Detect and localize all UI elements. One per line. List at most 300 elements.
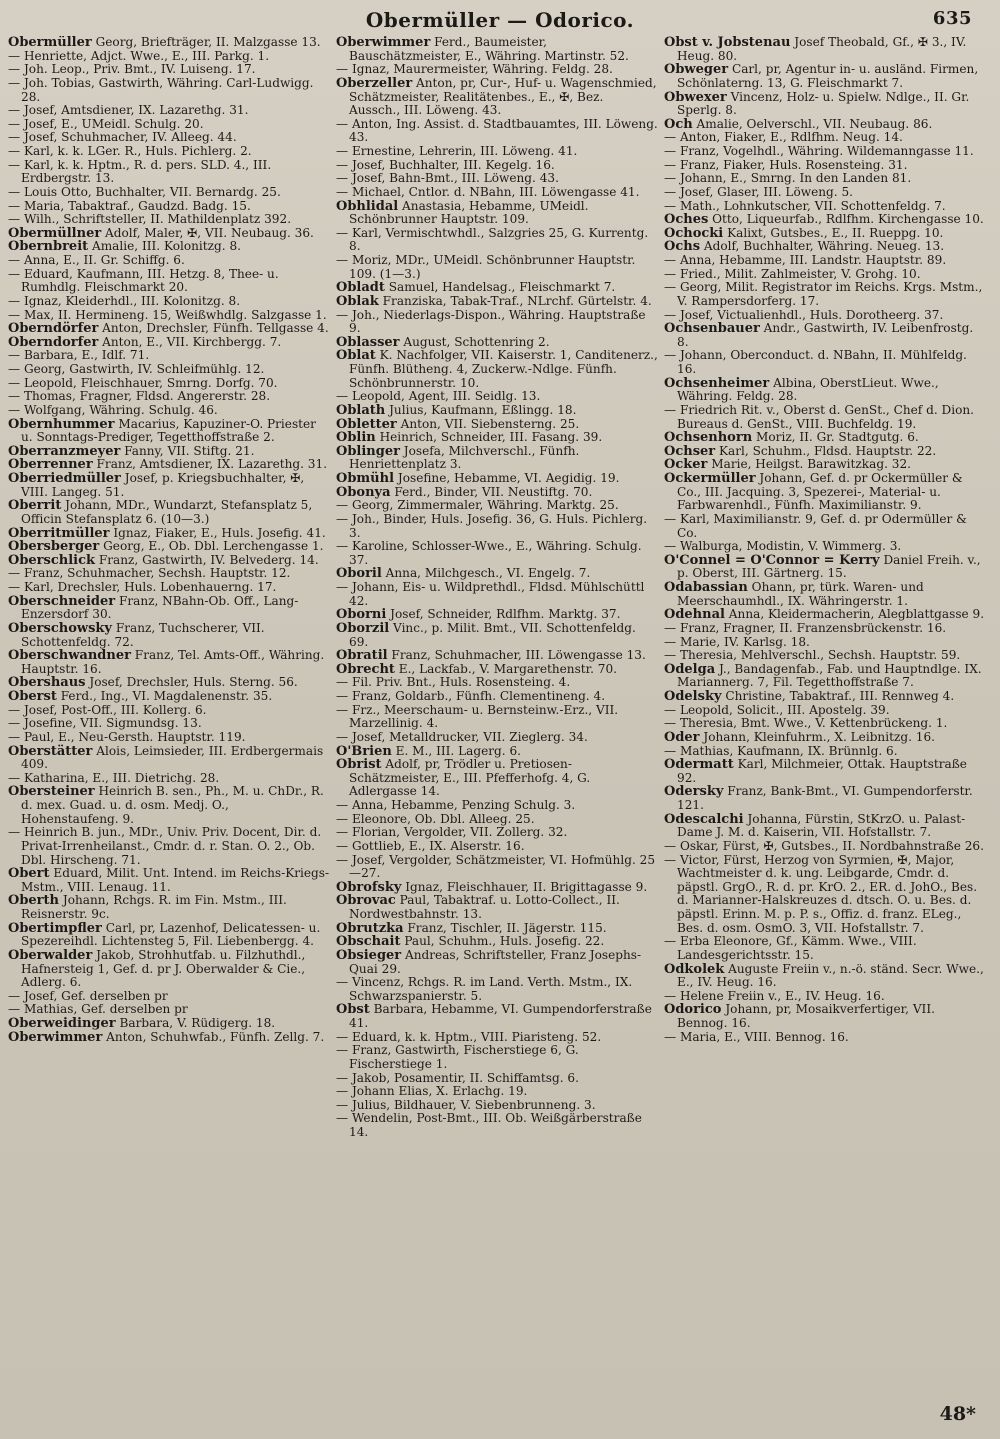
entry-details: — Joh. Tobias, Gastwirth, Währing. Carl-Ludwigg. 28. xyxy=(8,75,314,104)
directory-entry xyxy=(8,390,330,404)
entry-surname: Oberth xyxy=(8,893,59,909)
entry-surname: Obweger xyxy=(664,62,729,78)
directory-entry xyxy=(664,963,986,990)
directory-entry xyxy=(664,404,986,431)
entry-details: — Wolfgang, Währing. Schulg. 46. xyxy=(8,402,218,417)
directory-entry xyxy=(664,172,986,186)
directory-entry xyxy=(8,826,330,867)
entry-details: — Mathias, Gef. derselben pr xyxy=(8,1002,188,1017)
entry-surname: Obrecht xyxy=(336,661,395,677)
directory-entry xyxy=(8,1017,330,1031)
entry-details: — Eduard, k. k. Hptm., VIII. Piaristeng. 52. xyxy=(336,1029,602,1044)
directory-entry xyxy=(8,472,330,499)
directory-entry xyxy=(664,213,986,227)
directory-entry xyxy=(664,186,986,200)
entry-details: Vinc., p. Milit. Bmt., VII. Schottenfeldg. 69. xyxy=(349,620,636,649)
entry-details: — Joh., Binder, Huls. Josefig. 36, G. Huls. Pichlerg. 3. xyxy=(336,511,648,540)
entry-surname: Oborzil xyxy=(336,620,390,636)
entry-details: Georg, Briefträger, II. Malzgasse 13. xyxy=(91,36,321,49)
directory-entry xyxy=(8,118,330,132)
column-1 xyxy=(8,36,330,1388)
directory-entry xyxy=(336,813,658,827)
directory-entry xyxy=(336,1044,658,1071)
entry-surname: Och xyxy=(664,116,693,132)
entry-details: — Maria, Tabaktraf., Gaudzd. Badg. 15. xyxy=(8,198,251,213)
entry-surname: Oberriedmüller xyxy=(8,471,121,486)
entry-details: — Vincenz, Rchgs. R. im Land. Verth. Mstm., IX. Schwarzspanierstr. 5. xyxy=(336,975,633,1003)
directory-entry xyxy=(336,172,658,186)
entry-details: Anton, Drechsler, Fünfh. Tellgasse 4. xyxy=(98,321,329,336)
entry-details: — Karl, Drechsler, Huls. Lobenhauerng. 17. xyxy=(8,580,277,594)
entry-details: — Joh., Niederlags-Dispon., Währing. Hauptstraße 9. xyxy=(336,307,646,336)
entry-details: Daniel Freih. v., p. Oberst, III. Gärtnerg. 15. xyxy=(677,552,981,581)
entry-details: Otto, Liqueurfab., Rdlfhm. Kirchengasse 10. xyxy=(708,212,984,227)
directory-entry xyxy=(664,990,986,1004)
directory-entry xyxy=(8,404,330,418)
directory-entry xyxy=(8,595,330,622)
directory-entry xyxy=(336,499,658,513)
entry-surname: Oblinger xyxy=(336,443,400,459)
entry-details: — Karl, Maximilianstr. 9, Gef. d. pr Odermüller & Co. xyxy=(664,511,967,540)
entry-details: — Franz, Goldarb., Fünfh. Clementineng. 4. xyxy=(336,689,606,703)
directory-entry xyxy=(336,295,658,309)
entry-details: — Eduard, Kaufmann, III. Hetzg. 8, Thee- u. Rumhdlg. Fleischmarkt 20. xyxy=(8,266,279,295)
directory-entry xyxy=(664,608,986,622)
directory-entry xyxy=(336,704,658,731)
entry-surname: Obletter xyxy=(336,416,397,432)
entry-details: — Ignaz, Kleiderhdl., III. Kolonitzg. 8. xyxy=(8,293,241,308)
entry-details: Josef, Schneider, Rdlfhm. Marktg. 37. xyxy=(386,607,621,622)
directory-entry xyxy=(336,145,658,159)
entry-surname: Obladt xyxy=(336,280,385,296)
directory-entry xyxy=(336,404,658,418)
entry-details: Anna, Kleidermacherin, Alegblattgasse 9. xyxy=(724,607,985,622)
directory-entry xyxy=(336,1072,658,1086)
directory-entry xyxy=(336,1085,658,1099)
entry-details: Ignaz, Fleischhauer, II. Brigittagasse 9. xyxy=(401,879,648,894)
entry-details: Josefine, Hebamme, VI. Aegidig. 19. xyxy=(394,471,620,485)
entry-details: Ferd., Ing., VI. Magdalenenstr. 35. xyxy=(56,689,273,703)
directory-entry xyxy=(664,758,986,785)
entry-surname: Oberrenner xyxy=(8,457,93,473)
entry-surname: Obsieger xyxy=(336,947,402,963)
entry-details: — Paul, E., Neu-Gersth. Hauptstr. 119. xyxy=(8,729,246,744)
entry-details: — Friedrich Rit. v., Oberst d. GenSt., Chef d. Dion. Bureaus d. GenSt., VIII. Buchfeldg. 19. xyxy=(664,402,975,431)
entry-details: — Anna, E., II. Gr. Schiffg. 6. xyxy=(8,253,185,267)
entry-surname: Oblin xyxy=(336,430,376,446)
entry-surname: Oberranzmeyer xyxy=(8,443,121,459)
entry-surname: Oberst xyxy=(8,689,57,704)
entry-details: — Franz, Gastwirth, Fischerstiege 6, G. Fischerstiege 1. xyxy=(336,1043,579,1071)
directory-entry xyxy=(8,213,330,227)
entry-details: Franz, Bank-Bmt., VI. Gumpendorferstr. 121. xyxy=(677,784,973,812)
directory-entry xyxy=(664,513,986,540)
entry-surname: Oberritmüller xyxy=(8,525,110,541)
directory-entry xyxy=(8,622,330,649)
entry-details: Franz, Gastwirth, IV. Belvederg. 14. xyxy=(95,552,319,567)
entry-details: — Johann Elias, X. Erlachg. 19. xyxy=(336,1084,528,1099)
directory-entry xyxy=(664,349,986,376)
directory-entry xyxy=(664,227,986,241)
directory-entry xyxy=(664,581,986,608)
directory-entry xyxy=(664,554,986,581)
entry-surname: Oblath xyxy=(336,402,386,418)
entry-surname: Oberrit xyxy=(8,498,62,514)
directory-entry xyxy=(336,431,658,445)
directory-entry xyxy=(8,567,330,581)
entry-surname: Odelga xyxy=(664,661,716,677)
directory-entry xyxy=(8,200,330,214)
entry-details: Marie, Heilgst. Barawitzkag. 32. xyxy=(707,457,911,472)
directory-entry xyxy=(664,254,986,268)
directory-entry xyxy=(664,854,986,936)
entry-details: — Johann, Eis- u. Wildprethdl., Fldsd. Mühlschüttl 42. xyxy=(336,580,645,608)
entry-details: — Max, II. Hermineng. 15, Weißwhdlg. Salzgasse 1. xyxy=(8,307,327,322)
directory-entry xyxy=(8,77,330,104)
directory-entry xyxy=(8,186,330,200)
directory-entry xyxy=(8,50,330,64)
entry-details: Anton, pr, Cur-, Huf- u. Wagenschmied, Schätzmeister, Realitätenbes., E., ✠, Bez. Aussch., III. Löweng. 43. xyxy=(349,75,657,118)
entry-details: — Moriz, MDr., UMeidl. Schönbrunner Hauptstr. 109. (1—3.) xyxy=(336,253,636,281)
entry-details: E. M., III. Lagerg. 6. xyxy=(391,743,521,758)
directory-entry xyxy=(8,922,330,949)
directory-entry xyxy=(8,36,330,50)
directory-entry xyxy=(336,799,658,813)
entry-surname: Odkolek xyxy=(664,961,725,977)
entry-details: Josef, Drechsler, Huls. Sterng. 56. xyxy=(85,675,298,690)
directory-entry xyxy=(336,540,658,567)
entry-details: — Leopold, Solicit., III. Apostelg. 39. xyxy=(664,702,890,717)
entry-details: — Michael, Cntlor. d. NBahn, III. Löwengasse 41. xyxy=(336,184,640,199)
directory-entry xyxy=(8,1003,330,1017)
directory-entry xyxy=(336,36,658,63)
directory-entry xyxy=(336,935,658,949)
entry-details: — Josef, Vergolder, Schätzmeister, VI. Hofmühlg. 25—27. xyxy=(336,852,656,881)
directory-entry xyxy=(8,717,330,731)
directory-entry xyxy=(336,227,658,254)
directory-entry xyxy=(8,309,330,323)
entry-details: — Karl, k. k. LGer. R., Huls. Pichlerg. 2. xyxy=(8,144,252,158)
directory-entry xyxy=(8,540,330,554)
entry-surname: Oblak xyxy=(336,293,379,309)
entry-details: — Theresia, Bmt. Wwe., V. Kettenbrückeng. 1. xyxy=(664,716,948,731)
entry-details: Franziska, Tabak-Traf., NLrchf. Gürtelstr. 4. xyxy=(378,293,652,308)
directory-entry xyxy=(664,309,986,323)
entry-details: — Karl, k. k. Hptm., R. d. pers. SLD. 4., III. Erdbergstr. 13. xyxy=(8,157,272,186)
directory-entry xyxy=(8,336,330,350)
entry-details: — Theresia, Mehlverschl., Sechsh. Hauptstr. 59. xyxy=(664,648,961,663)
directory-entry xyxy=(336,622,658,649)
entry-details: — Josef, Buchhalter, III. Kegelg. 16. xyxy=(336,157,555,172)
directory-entry xyxy=(336,1112,658,1139)
entry-details: — Math., Lohnkutscher, VII. Schottenfeldg. 7. xyxy=(664,198,946,213)
directory-entry xyxy=(336,676,658,690)
directory-entry xyxy=(8,254,330,268)
directory-entry xyxy=(8,527,330,541)
directory-entry xyxy=(8,990,330,1004)
directory-entry xyxy=(336,472,658,486)
directory-entry xyxy=(8,295,330,309)
entry-details: — Ernestine, Lehrerin, III. Löweng. 41. xyxy=(336,144,578,158)
entry-details: — Thomas, Fragner, Fldsd. Angererstr. 28. xyxy=(8,389,271,404)
directory-entry xyxy=(336,513,658,540)
directory-entry xyxy=(336,390,658,404)
entry-details: Karl, Schuhm., Fldsd. Hauptstr. 22. xyxy=(715,443,937,458)
directory-entry xyxy=(664,1003,986,1030)
entry-details: Paul, Schuhm., Huls. Josefig. 22. xyxy=(400,934,605,949)
directory-entry xyxy=(336,826,658,840)
entry-details: Anastasia, Hebamme, UMeidl. Schönbrunner Hauptstr. 109. xyxy=(349,198,589,227)
entry-surname: Obhlidal xyxy=(336,198,399,214)
entry-details: Alois, Leimsieder, III. Erdbergermais 409. xyxy=(21,743,324,772)
directory-entry xyxy=(664,145,986,159)
entry-details: — Johann, Oberconduct. d. NBahn, II. Mühlfeldg. 16. xyxy=(664,348,967,376)
directory-entry xyxy=(664,91,986,118)
directory-entry xyxy=(664,813,986,840)
directory-entry xyxy=(664,458,986,472)
directory-entry xyxy=(664,540,986,554)
entry-details: — Franz, Vogelhdl., Währing. Wildemanngasse 11. xyxy=(664,144,974,158)
directory-entry xyxy=(664,131,986,145)
entry-details: — Anton, Fiaker, E., Rdlfhm. Neug. 14. xyxy=(664,130,903,145)
directory-entry xyxy=(8,349,330,363)
directory-entry xyxy=(664,649,986,663)
entry-details: — Josef, Glaser, III. Löweng. 5. xyxy=(664,184,854,199)
entry-details: — Josef, E., UMeidl. Schulg. 20. xyxy=(8,116,204,131)
entry-surname: O'Brien xyxy=(336,743,392,759)
directory-entry xyxy=(336,336,658,350)
directory-entry xyxy=(336,567,658,581)
directory-entry xyxy=(336,254,658,281)
entry-details: Franz, Tel. Amts-Off., Währing. Hauptstr. 16. xyxy=(21,648,325,676)
entry-details: Barbara, Hebamme, VI. Gumpendorferstraße 41. xyxy=(349,1002,652,1030)
entry-details: — Walburga, Modistin, V. Wimmerg. 3. xyxy=(664,539,902,554)
entry-details: — Josef, Victualienhdl., Huls. Dorotheerg. 37. xyxy=(664,307,944,322)
entry-details: — Frz., Meerschaum- u. Bernsteinw.-Erz., VII. Marzellinig. 4. xyxy=(336,702,619,731)
entry-details: Johanna, Fürstin, StKrzO. u. Palast-Dame J. M. d. Kaiserin, VII. Hofstallstr. 7. xyxy=(677,811,966,840)
entry-details: Andreas, Schriftsteller, Franz Josephs-Quai 29. xyxy=(349,947,642,976)
directory-entry xyxy=(8,1031,330,1045)
entry-details: — Josef, Gef. derselben pr xyxy=(8,988,168,1003)
entry-details: — Fil. Priv. Bnt., Huls. Rosensteing. 4. xyxy=(336,675,571,690)
entry-details: Albina, OberstLieut. Wwe., Währing. Feldg. 28. xyxy=(677,375,939,404)
directory-entry xyxy=(664,690,986,704)
entry-details: — Leopold, Fleischhauer, Smrng. Dorfg. 70. xyxy=(8,375,278,390)
entry-details: Franz, Tuchscherer, VII. Schottenfeldg. 72. xyxy=(21,620,265,649)
entry-details: Adolf, Buchhalter, Währing. Neueg. 13. xyxy=(700,239,945,254)
directory-entry xyxy=(336,118,658,145)
directory-entry xyxy=(336,1031,658,1045)
entry-details: — Joh. Leop., Priv. Bmt., IV. Luiseng. 17. xyxy=(8,62,256,77)
entry-details: Karl, Milchmeier, Ottak. Hauptstraße 92. xyxy=(677,757,967,785)
directory-entry xyxy=(336,840,658,854)
entry-details: — Josef, Bahn-Bmt., III. Löweng. 43. xyxy=(336,171,559,186)
entry-details: Ohann, pr, türk. Waren- und Meerschaumhdl., IX. Währingerstr. 1. xyxy=(677,580,924,608)
entry-surname: Obert xyxy=(8,866,50,882)
entry-surname: Obrist xyxy=(336,757,382,773)
entry-details: Amalie, Oelverschl., VII. Neubaug. 86. xyxy=(692,116,933,131)
entry-details: Eduard, Milit. Unt. Intend. im Reichs-Kriegs-Mstm., VIII. Lenaug. 11. xyxy=(21,866,330,894)
entry-details: Johann, Gef. d. pr Ockermüller & Co., III. Jacquing. 3, Spezerei-, Material- u. Farbwarenhdl., Fünfh. Maximilianstr. 9. xyxy=(677,471,963,513)
entry-surname: Obschait xyxy=(336,934,401,950)
entry-details: Anna, Milchgesch., VI. Engelg. 7. xyxy=(381,566,591,581)
directory-entry xyxy=(336,349,658,390)
entry-details: — Josef, Metalldrucker, VII. Zieglerg. 34. xyxy=(336,729,588,744)
entry-details: E., Lackfab., V. Margarethenstr. 70. xyxy=(394,661,618,676)
directory-entry xyxy=(336,731,658,745)
directory-entry xyxy=(336,608,658,622)
directory-entry xyxy=(8,63,330,77)
entry-surname: Oberwimmer xyxy=(336,36,431,50)
entry-details: K. Nachfolger, VII. Kaiserstr. 1, Canditenerz., Fünfh. Blütheng. 4, Zuckerw.-Ndlge. Fünfh. Schönbrunnerstr. 10. xyxy=(349,348,658,390)
entry-surname: Ochs xyxy=(664,239,701,255)
entry-surname: Oberzeller xyxy=(336,75,413,91)
directory-entry xyxy=(8,159,330,186)
entry-details: August, Schottenring 2. xyxy=(399,334,550,349)
directory-entry xyxy=(8,363,330,377)
entry-details: Franz, Schuhmacher, III. Löwengasse 13. xyxy=(387,648,646,663)
entry-surname: Oberschowsky xyxy=(8,620,112,636)
entry-details: — Jakob, Posamentir, II. Schiffamtsg. 6. xyxy=(336,1070,579,1085)
entry-details: Amalie, III. Kolonitzg. 8. xyxy=(88,239,241,254)
directory-entry xyxy=(8,418,330,445)
directory-entry xyxy=(664,200,986,214)
entry-surname: Obernbreit xyxy=(8,239,89,255)
entry-details: — Victor, Fürst, Herzog von Syrmien, ✠, Major, Wachtmeister d. k. ung. Leibgarde, Cmdr. d. päpstl. GrgO., R. d. pr. KrO. 2., ER. d. JohO., Bes. d. Marianner-Halskreuzes d. dtsch. O. u. Bes. d. päpstl. Erinn. M. p. P. s., Offiz. d. franz. ELeg., Bes. d. osm. OsmO. 3, VII. Hofstallstr. 7. xyxy=(664,852,978,935)
directory-entry xyxy=(8,690,330,704)
directory-entry xyxy=(664,472,986,513)
entry-surname: Oblasser xyxy=(336,334,400,350)
directory-entry xyxy=(8,445,330,459)
directory-entry xyxy=(336,77,658,118)
directory-entry xyxy=(664,281,986,308)
entry-surname: Ochsenbauer xyxy=(664,321,760,337)
signature-mark: 48* xyxy=(939,1403,976,1425)
entry-details: — Josef, Post-Off., III. Kollerg. 6. xyxy=(8,702,207,717)
directory-entry xyxy=(8,145,330,159)
directory-entry xyxy=(8,581,330,595)
entry-surname: Oberndörfer xyxy=(8,321,99,337)
entry-surname: Ochsenhorn xyxy=(664,430,753,446)
entry-surname: Oberwimmer xyxy=(8,1029,103,1045)
directory-entry xyxy=(8,227,330,241)
entry-surname: Odorico xyxy=(664,1002,722,1018)
entry-details: Johann, Rchgs. R. im Fin. Mstm., III. Reisnerstr. 9c. xyxy=(21,893,287,921)
directory-entry xyxy=(8,949,330,990)
directory-entry xyxy=(336,281,658,295)
directory-entry xyxy=(336,159,658,173)
directory-entry xyxy=(336,758,658,799)
entry-details: — Erba Eleonore, Gf., Kämm. Wwe., VIII. Landesgerichtsstr. 15. xyxy=(664,934,917,962)
entry-details: Adolf, pr, Trödler u. Pretiosen-Schätzmeister, E., III. Pfefferhofg. 4, G. Adlergasse 14. xyxy=(349,757,591,799)
directory-entry xyxy=(336,894,658,921)
entry-details: — Wilh., Schriftsteller, II. Mathildenplatz 392. xyxy=(8,212,292,227)
entry-details: Adolf, Maler, ✠, VII. Neubaug. 36. xyxy=(101,225,314,240)
directory-entry xyxy=(336,881,658,895)
directory-entry xyxy=(8,104,330,118)
entry-details: Andr., Gastwirth, IV. Leibenfrostg. 8. xyxy=(677,321,974,349)
entry-details: — Leopold, Agent, III. Seidlg. 13. xyxy=(336,389,541,404)
entry-details: Georg, E., Ob. Dbl. Lerchengasse 1. xyxy=(99,539,324,554)
entry-surname: Oberweidinger xyxy=(8,1016,116,1031)
entry-details: — Florian, Vergolder, VII. Zollerg. 32. xyxy=(336,825,568,840)
directory-entry xyxy=(664,785,986,812)
directory-entry xyxy=(8,240,330,254)
directory-entry xyxy=(664,663,986,690)
entry-surname: Oberstätter xyxy=(8,743,93,759)
entry-details: — Mathias, Kaufmann, IX. Brünnlg. 6. xyxy=(664,743,898,758)
directory-entry xyxy=(8,131,330,145)
entry-surname: Obonya xyxy=(336,484,391,500)
entry-details: Carl, pr, Agentur in- u. ausländ. Firmen, Schönlaterng. 13, G. Fleischmarkt 7. xyxy=(677,62,979,90)
entry-surname: Obernhummer xyxy=(8,416,115,432)
directory-entry xyxy=(336,949,658,976)
entry-details: — Josef, Schuhmacher, IV. Alleeg. 44. xyxy=(8,130,237,145)
entry-details: — Josefine, VII. Sigmundsg. 13. xyxy=(8,716,202,731)
entry-details: Auguste Freiin v., n.-ö. ständ. Secr. Wwe., E., IV. Heug. 16. xyxy=(677,961,984,990)
entry-details: — Oskar, Fürst, ✠, Gutsbes., II. Nordbahnstraße 26. xyxy=(664,838,984,853)
directory-entry xyxy=(8,867,330,894)
directory-entry xyxy=(664,63,986,90)
entry-details: Moriz, II. Gr. Stadtgutg. 6. xyxy=(752,430,919,445)
entry-surname: Obst v. Jobstenau xyxy=(664,36,791,50)
entry-surname: Odelsky xyxy=(664,689,722,704)
entry-details: Franz, Tischler, II. Jägerstr. 115. xyxy=(403,920,607,935)
entry-details: — Johann, E., Smrng. In den Landen 81. xyxy=(664,171,912,186)
directory-entry xyxy=(8,785,330,826)
directory-entry xyxy=(336,200,658,227)
directory-entry xyxy=(664,745,986,759)
running-head xyxy=(8,6,992,36)
entry-details: Josef Theobald, Gf., ✠ 3., IV. Heug. 80. xyxy=(677,36,967,63)
entry-surname: Obershaus xyxy=(8,675,86,691)
entry-details: — Franz, Fragner, II. Franzensbrückenstr. 16. xyxy=(664,620,947,635)
directory-entry xyxy=(664,159,986,173)
directory-entry xyxy=(664,445,986,459)
entry-details: Christine, Tabaktraf., III. Rennweg 4. xyxy=(721,689,955,703)
entry-details: — Gottlieb, E., IX. Alserstr. 16. xyxy=(336,838,525,853)
directory-entry xyxy=(336,63,658,77)
directory-entry xyxy=(336,418,658,432)
entry-details: — Georg, Milit. Registrator im Reichs. Krgs. Mstm., V. Rampersdorferg. 17. xyxy=(664,280,983,308)
entry-details: — Anna, Hebamme, Penzing Schulg. 3. xyxy=(336,798,576,812)
entry-details: — Heinrich B. jun., MDr., Univ. Priv. Docent, Dir. d. Privat-Irrenheilanst., Cmdr. d. r. Stan. O. 2., Ob. Dbl. Hirscheng. 71. xyxy=(8,825,322,867)
entry-details: — Maria, E., VIII. Bennog. 16. xyxy=(664,1029,849,1044)
entry-surname: Oberndorfer xyxy=(8,334,99,350)
entry-details: Ignaz, Fiaker, E., Huls. Josefig. 41. xyxy=(109,525,326,540)
entry-details: Johann, Kleinfuhrm., X. Leibnitzg. 16. xyxy=(699,729,935,744)
entry-surname: Ochser xyxy=(664,443,716,459)
directory-entry xyxy=(8,745,330,772)
entry-surname: Odescalchi xyxy=(664,811,744,827)
directory-entry xyxy=(664,118,986,132)
directory-entry xyxy=(8,772,330,786)
entry-details: — Barbara, E., Idlf. 71. xyxy=(8,348,150,363)
directory-entry xyxy=(336,1099,658,1113)
directory-entry xyxy=(336,309,658,336)
entry-surname: Oberschlick xyxy=(8,552,96,568)
columns xyxy=(8,36,992,1388)
entry-surname: Oberwalder xyxy=(8,947,93,963)
entry-details: Ferd., Binder, VII. Neustiftg. 70. xyxy=(390,484,593,499)
entry-surname: Obermüllner xyxy=(8,225,102,241)
directory-entry xyxy=(8,377,330,391)
entry-details: Samuel, Handelsag., Fleischmarkt 7. xyxy=(384,280,616,295)
entry-surname: Obertimpfler xyxy=(8,920,102,936)
directory-entry xyxy=(664,717,986,731)
entry-details: — Katharina, E., III. Dietrichg. 28. xyxy=(8,770,220,785)
entry-details: Franz, NBahn-Ob. Off., Lang-Enzersdorf 30. xyxy=(21,593,299,622)
